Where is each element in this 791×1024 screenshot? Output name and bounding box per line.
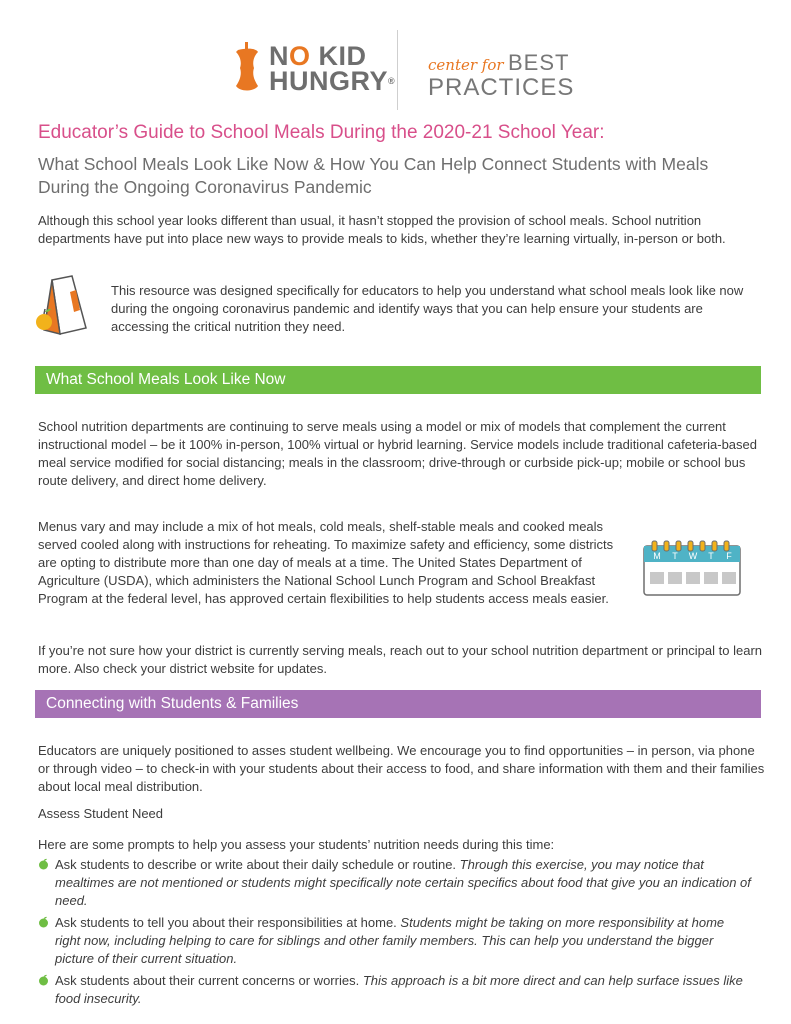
bullet-text: Ask students about their current concerns or worries. (55, 973, 363, 988)
apple-bullet-icon (38, 858, 49, 870)
center-for-best-practices-logo (428, 50, 574, 100)
prompts-list (38, 856, 753, 1012)
calendar-day-t2: T (708, 551, 714, 561)
section-banner-what-school-meals: What School Meals Look Like Now (35, 366, 761, 394)
calendar-day-t1: T (672, 551, 678, 561)
list-item (38, 972, 753, 1008)
apple-bullet-icon (38, 974, 49, 986)
educators-paragraph: Educators are uniquely positioned to asses student wellbeing. We encourage you to find opportunities – in person, via phone or through video – to check-in with your students about their access to food, and share information with them and their families about local meal distribution. (38, 743, 765, 794)
service-models-paragraph: School nutrition departments are continuing to serve meals using a model or mix of models that complement the current instructional model – be it 100% in-person, 100% virtual or hybrid learning. Service models include traditional cafeteria-based meal service modified for social distancing; meals in the classroom; drive-through or curbside pick-up; mobile or school bus route delivery, and direct home delivery. (38, 419, 757, 488)
resource-paragraph: This resource was designed specifically for educators to help you understand what school meals look like now during the ongoing coronavirus pandemic and identify ways that you can help ensure your students are accessing the critical nutrition they need. (111, 283, 744, 334)
list-item (38, 856, 753, 910)
apple-core-icon (232, 40, 262, 100)
menus-paragraph: Menus vary and may include a mix of hot meals, cold meals, shelf-stable meals and cooked meals served cooled along with instructions for reheating. To maximize safety and efficiency, some districts are opting to distribute more than one day of meals at a time. The United States Department of Agriculture (USDA), which administers the National School Lunch Program and School Breakfast Program at the federal level, has approved certain flexibilities to help students access meals easier. (38, 519, 614, 606)
cbp-center-for: center for (428, 56, 504, 74)
bullet-text: Ask students to describe or write about their daily schedule or routine. (55, 857, 460, 872)
intro-paragraph: Although this school year looks different than usual, it hasn’t stopped the provision of school meals. School nutrition departments have put into place new ways to provide meals to kids, whether they’re learning virtually, in-person or both. (38, 213, 726, 246)
cbp-best: BEST (508, 50, 570, 75)
calendar-icon (643, 540, 741, 596)
logo-divider (397, 30, 398, 110)
no-kid-hungry-logo (232, 40, 396, 100)
bullet-italic: This approach is a bit more direct and can help surface issues like food insecurity. (55, 973, 743, 1006)
not-sure-paragraph: If you’re not sure how your district is currently serving meals, reach out to your school nutrition department or principal to learn more. Also check your district website for updates. (38, 643, 763, 676)
assess-student-need-heading: Assess Student Need (38, 806, 164, 821)
section-banner-connecting: Connecting with Students & Families (35, 690, 761, 718)
cbp-practices: PRACTICES (428, 74, 575, 101)
calendar-day-w: W (688, 551, 698, 561)
calendar-day-m: M (653, 551, 661, 561)
list-item (38, 914, 753, 968)
calendar-day-f: F (726, 551, 732, 561)
bullet-italic: Through this exercise, you may notice that mealtimes are not mentioned or students might specifically note certain specifics about food that give you an indication of need. (55, 857, 751, 908)
page-subtitle: What School Meals Look Like Now & How You Can Help Connect Students with Meals During the Ongoing Coronavirus Pandemic (38, 154, 709, 197)
apple-bullet-icon (38, 916, 49, 928)
lunch-bag-apple-icon (30, 272, 90, 338)
bullet-text: Ask students to tell you about their responsibilities at home. (55, 915, 401, 930)
bullet-italic: Students might be taking on more responsibility at home right now, including helping to care for siblings and other family members. This can help you understand the bigger picture of their current situation. (55, 915, 725, 966)
no-kid-hungry-wordmark: NO KID HUNGRY® (269, 41, 396, 96)
prompts-intro: Here are some prompts to help you assess your students’ nutrition needs during this time: (38, 837, 555, 852)
page-title: Educator’s Guide to School Meals During the 2020-21 School Year: (38, 122, 605, 143)
